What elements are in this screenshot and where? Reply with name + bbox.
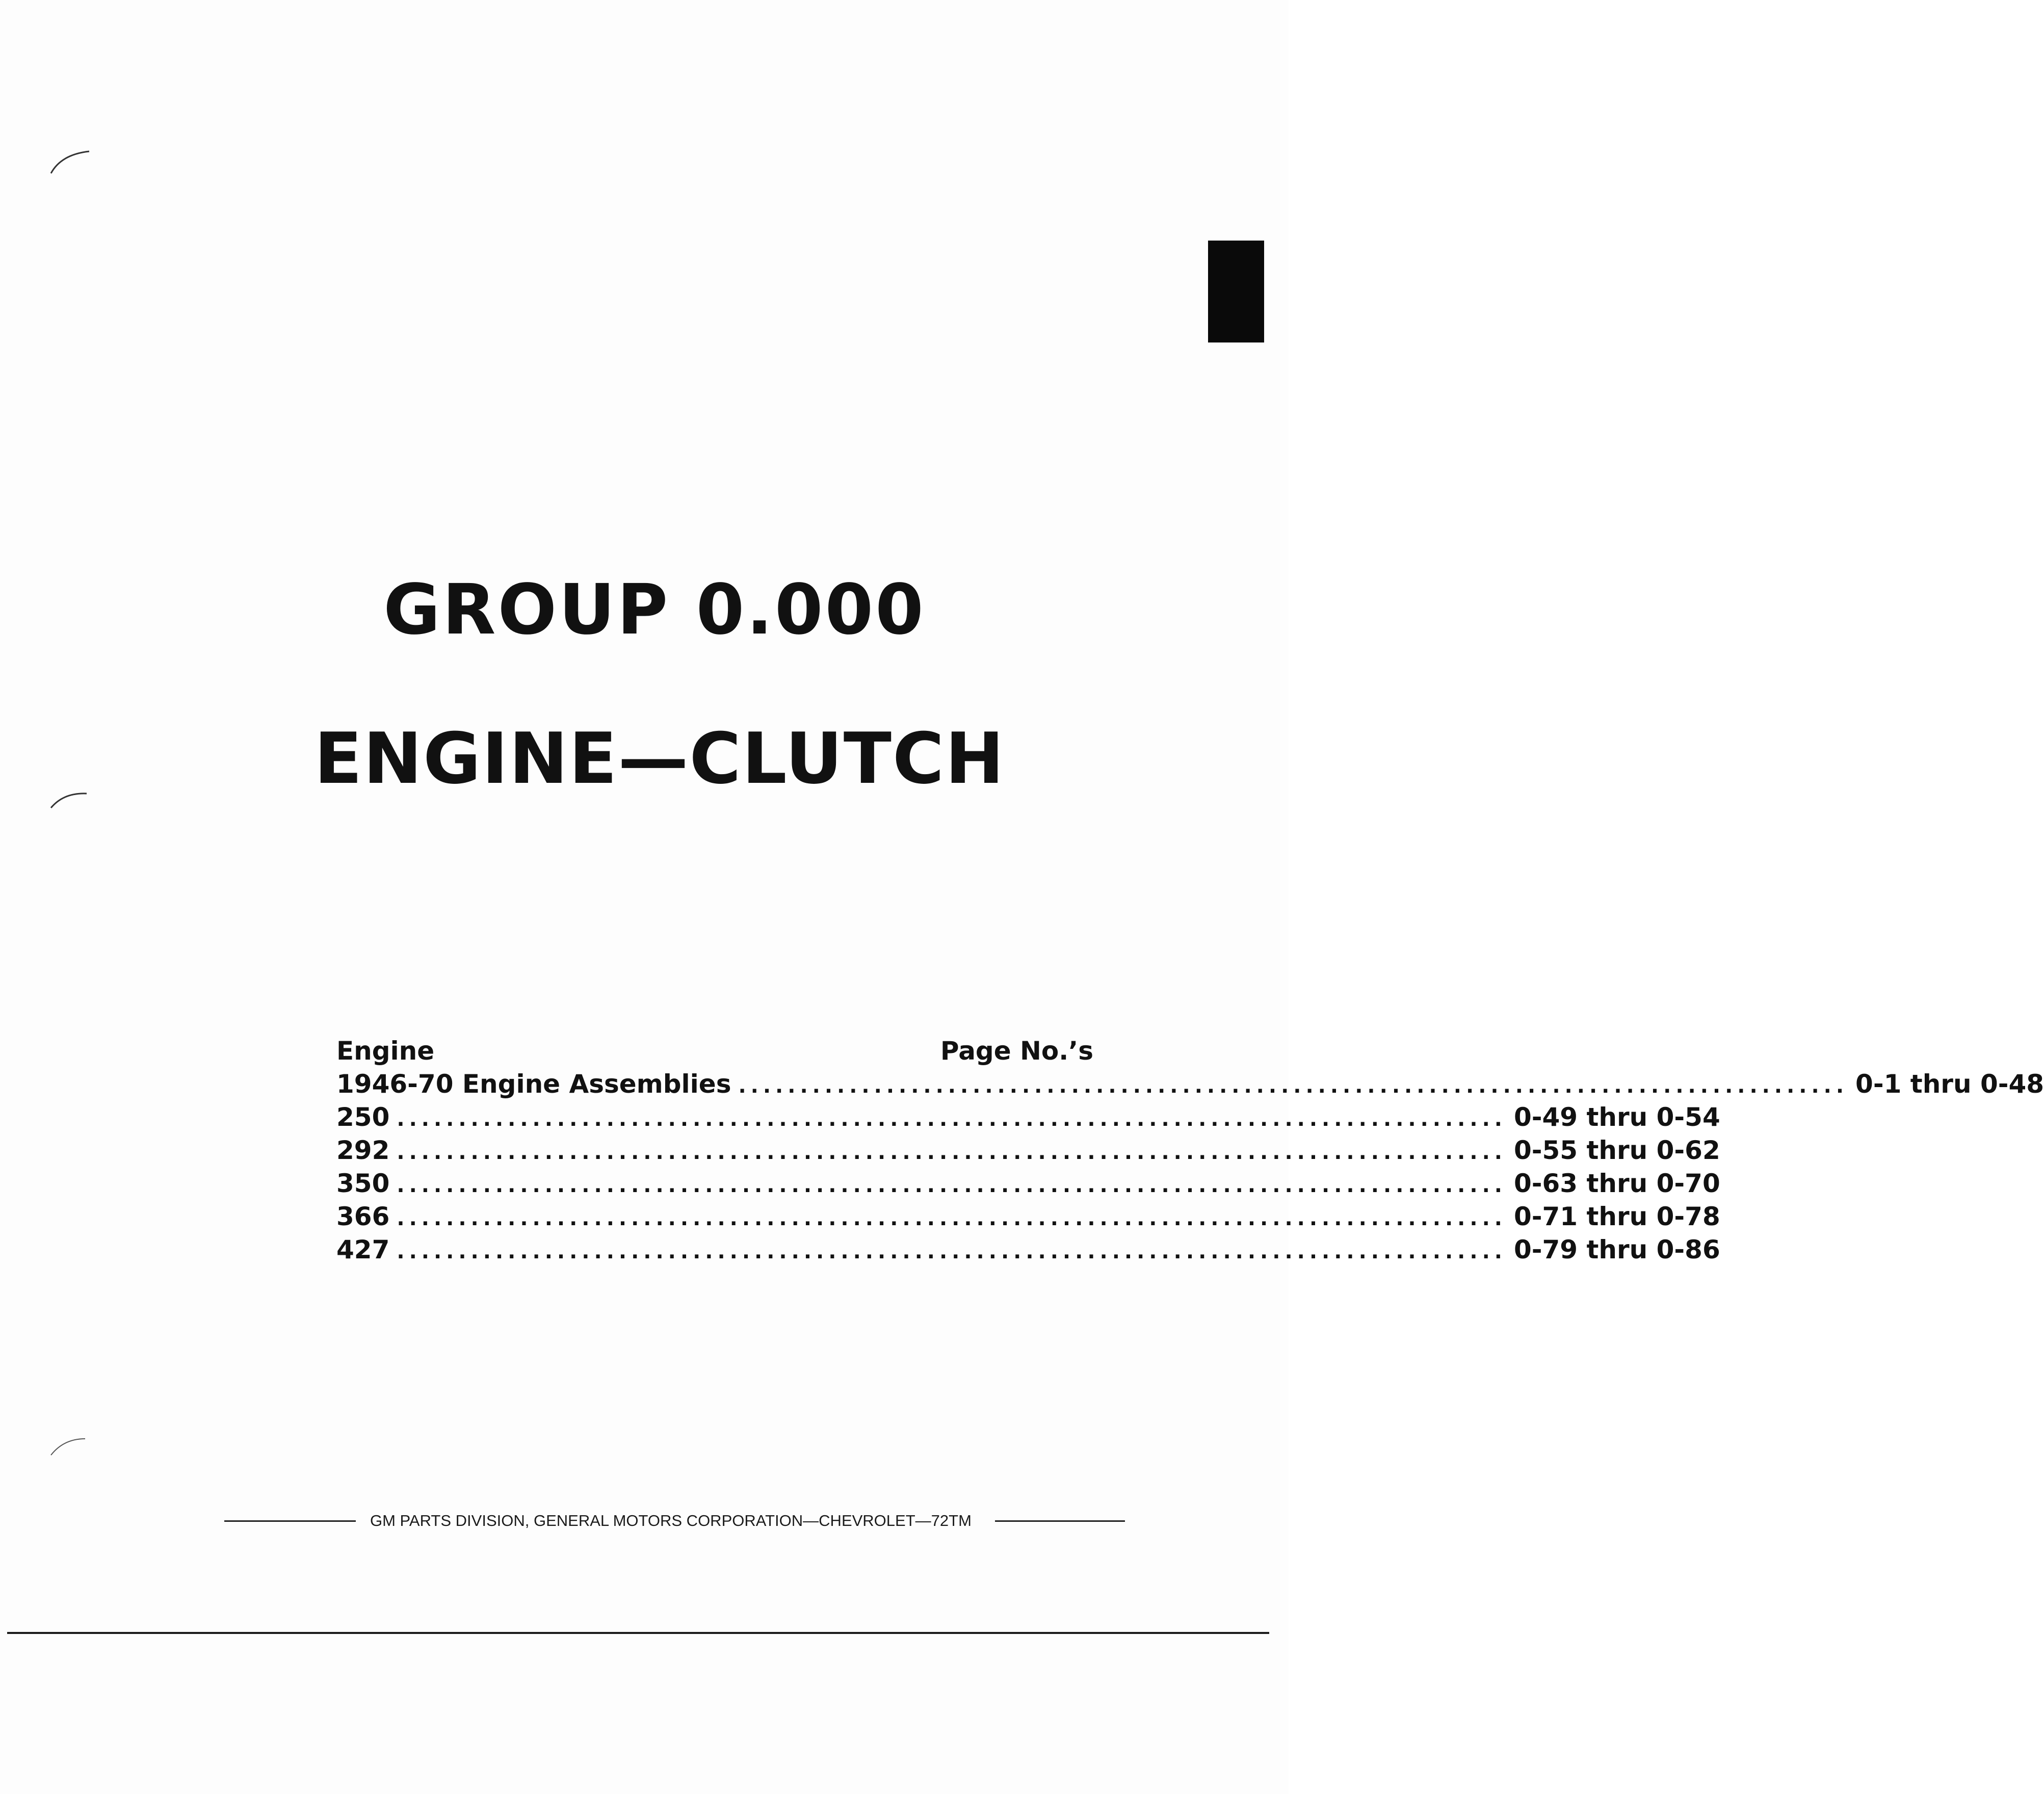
toc-entry — [336, 1233, 1720, 1267]
binding-mark-top — [48, 145, 94, 176]
bottom-rule — [7, 1632, 1269, 1634]
binding-mark-bottom — [48, 1430, 94, 1460]
footer-rule-left — [224, 1520, 356, 1522]
toc-entry-pages: 0-63 thru 0-70 — [1513, 1169, 1720, 1198]
toc-leader-dots: .......................................................................................... — [397, 1240, 1507, 1263]
toc-entry-label: 366 — [336, 1202, 390, 1231]
group-title: GROUP 0.000 — [383, 570, 926, 650]
toc-leader-dots: .......................................................................................... — [397, 1174, 1507, 1197]
footer-text: GM PARTS DIVISION, GENERAL MOTORS CORPORATION—CHEVROLET—72TM — [370, 1512, 972, 1529]
toc-entry — [336, 1101, 1720, 1134]
toc-entry-pages: 0-49 thru 0-54 — [1513, 1102, 1720, 1132]
toc-leader-dots: .......................................................................................... — [397, 1107, 1507, 1131]
table-of-contents — [336, 1035, 2044, 1267]
footer-rule-right — [995, 1520, 1125, 1522]
toc-entry-label: 292 — [336, 1136, 390, 1165]
toc-leader-dots: .......................................................................................... — [397, 1207, 1507, 1230]
toc-entry — [336, 1200, 1720, 1233]
toc-leader-dots: .......................................................................................... — [738, 1074, 1849, 1098]
toc-entry-label: 427 — [336, 1235, 390, 1264]
toc-entry — [336, 1167, 1720, 1200]
toc-header-label: Engine — [336, 1036, 435, 1066]
toc-header — [336, 1035, 1093, 1068]
toc-entry — [336, 1068, 2044, 1101]
toc-entry-label: 350 — [336, 1169, 390, 1198]
toc-entry-pages: 0-55 thru 0-62 — [1513, 1136, 1720, 1165]
toc-entry-label: 250 — [336, 1102, 390, 1132]
toc-entry-pages: 0-1 thru 0-48 — [1855, 1069, 2044, 1099]
toc-entry — [336, 1134, 1720, 1167]
toc-leader-dots: .......................................................................................... — [397, 1141, 1507, 1164]
section-title: ENGINE—CLUTCH — [314, 718, 1005, 800]
page-footer — [224, 1512, 1200, 1530]
toc-entry-pages: 0-79 thru 0-86 — [1513, 1235, 1720, 1264]
section-tab-marker — [1208, 241, 1264, 342]
toc-header-pages: Page No.’s — [940, 1036, 1093, 1066]
toc-entry-label: 1946-70 Engine Assemblies — [336, 1069, 731, 1099]
toc-entry-pages: 0-71 thru 0-78 — [1513, 1202, 1720, 1231]
